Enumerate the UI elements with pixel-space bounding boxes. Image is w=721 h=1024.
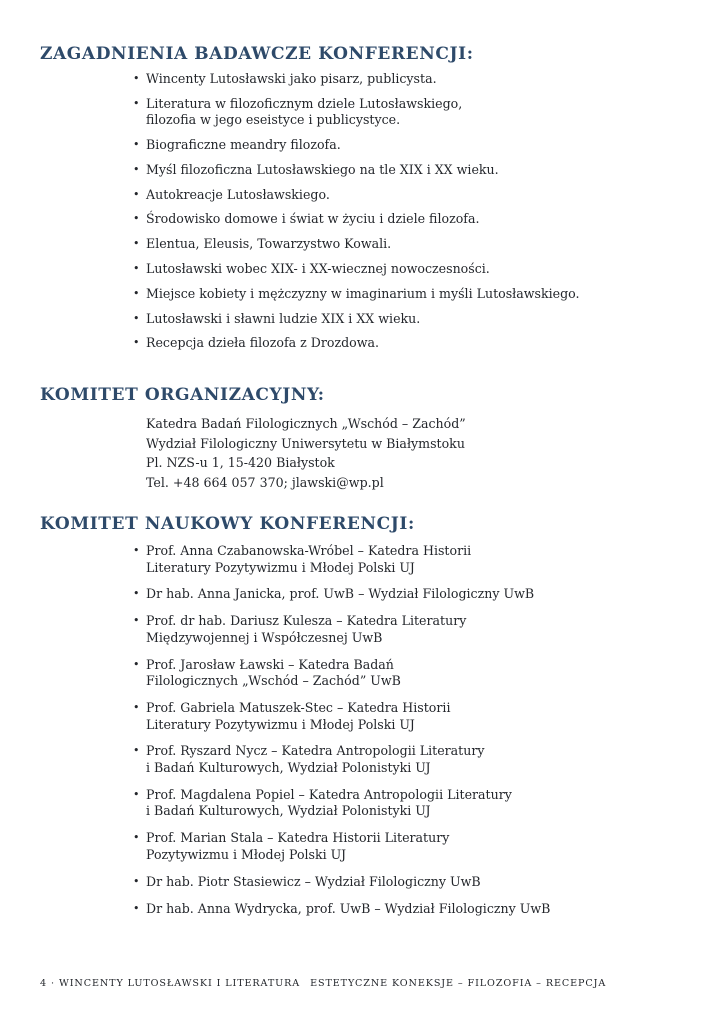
list-item-line: Prof. Anna Czabanowska-Wróbel – Katedra Historii <box>146 543 472 558</box>
list-item <box>133 71 693 88</box>
topics-list <box>133 71 693 360</box>
list-item-line: Międzywojennej i Współczesnej UwB <box>146 629 383 645</box>
list-item <box>133 657 693 690</box>
list-item-line: filozofia w jego eseistyce i publicystyce. <box>146 112 401 128</box>
list-item-line: i Badań Kulturowych, Wydział Polonistyki UJ <box>146 759 431 775</box>
topics-heading: ZAGADNIENIA BADAWCZE KONFERENCJI: <box>40 44 474 64</box>
list-item-line: Dr hab. Piotr Stasiewicz – Wydział Filologiczny UwB <box>146 873 481 889</box>
list-item-line: Elentua, Eleusis, Towarzystwo Kowali. <box>146 236 392 252</box>
list-item <box>133 700 693 733</box>
list-item <box>133 236 693 253</box>
list-item <box>133 335 693 352</box>
list-item-line: Prof. Gabriela Matuszek-Stec – Katedra Historii <box>146 700 451 716</box>
list-item-line: Lutosławski wobec XIX- i XX-wiecznej nowoczesności. <box>146 261 490 277</box>
list-item-line: i Badań Kulturowych, Wydział Polonistyki UJ <box>146 803 431 819</box>
page-number: 4 <box>40 978 48 989</box>
list-item-line: Prof. Ryszard Nycz – Katedra Antropologii Literatury <box>146 743 485 759</box>
list-item-line: Miejsce kobiety i mężczyzny w imaginarium i myśli Lutosławskiego. <box>146 285 580 301</box>
list-item <box>133 586 693 603</box>
address-line-street: Pl. NZS-u 1, 15-420 Białystok <box>146 455 335 470</box>
list-item <box>133 613 693 646</box>
list-item <box>133 743 693 776</box>
list-item <box>133 96 693 129</box>
page-footer <box>40 978 606 989</box>
footer-title: WINCENTY LUTOSŁAWSKI I LITERATURA <box>58 978 301 989</box>
list-item-line: Lutosławski i sławni ludzie XIX i XX wieku. <box>146 310 421 326</box>
list-item-line: Dr hab. Anna Janicka, prof. UwB – Wydział Filologiczny UwB <box>146 586 535 602</box>
list-item-line: Środowisko domowe i świat w życiu i dziele filozofa. <box>146 211 480 227</box>
scientific-committee-heading: KOMITET NAUKOWY KONFERENCJI: <box>40 514 415 534</box>
list-item-line: Literatury Pozytywizmu i Młodej Polski UJ <box>146 559 415 575</box>
footer-separator: · <box>51 978 55 989</box>
list-item-line: Pozytywizmu i Młodej Polski UJ <box>146 846 347 862</box>
list-item <box>133 311 693 328</box>
list-item <box>133 162 693 179</box>
address-line-faculty: Wydział Filologiczny Uniwersytetu w Białymstoku <box>146 435 465 451</box>
list-item-line: Myśl filozoficzna Lutosławskiego na tle XIX i XX wieku. <box>146 161 499 177</box>
list-item-line: Prof. Marian Stala – Katedra Historii Literatury <box>146 830 450 846</box>
list-item-line: Prof. dr hab. Dariusz Kulesza – Katedra Literatury <box>146 613 467 629</box>
list-item-line: Biograficzne meandry filozofa. <box>146 137 341 153</box>
list-item-line: Dr hab. Anna Wydrycka, prof. UwB – Wydział Filologiczny UwB <box>146 900 551 916</box>
list-item <box>133 543 693 576</box>
list-item-line: Literatury Pozytywizmu i Młodej Polski UJ <box>146 716 415 732</box>
list-item-line: Literatura w filozoficznym dziele Lutosławskiego, <box>146 95 463 111</box>
list-item <box>133 286 693 303</box>
address-line-department: Katedra Badań Filologicznych „Wschód – Zachód” <box>146 416 466 431</box>
list-item-line: Recepcja dzieła filozofa z Drozdowa. <box>146 335 380 351</box>
list-item <box>133 261 693 278</box>
address-line-contact: Tel. +48 664 057 370; jlawski@wp.pl <box>146 474 384 490</box>
list-item <box>133 787 693 820</box>
list-item <box>133 137 693 154</box>
list-item-line: Filologicznych „Wschód – Zachód” UwB <box>146 673 401 689</box>
organizing-committee-address <box>146 414 466 492</box>
list-item-line: Wincenty Lutosławski jako pisarz, publicysta. <box>146 71 437 86</box>
list-item <box>133 901 693 918</box>
list-item-line: Autokreacje Lutosławskiego. <box>146 186 330 202</box>
footer-subtitle: ESTETYCZNE KONEKSJE – FILOZOFIA – RECEPCJA <box>310 978 607 989</box>
list-item <box>133 187 693 204</box>
organizing-committee-heading: KOMITET ORGANIZACYJNY: <box>40 385 325 405</box>
list-item <box>133 211 693 228</box>
list-item <box>133 830 693 863</box>
list-item-line: Prof. Magdalena Popiel – Katedra Antropologii Literatury <box>146 786 512 802</box>
list-item-line: Prof. Jarosław Ławski – Katedra Badań <box>146 656 394 672</box>
scientific-committee-list <box>133 543 693 927</box>
list-item <box>133 874 693 891</box>
